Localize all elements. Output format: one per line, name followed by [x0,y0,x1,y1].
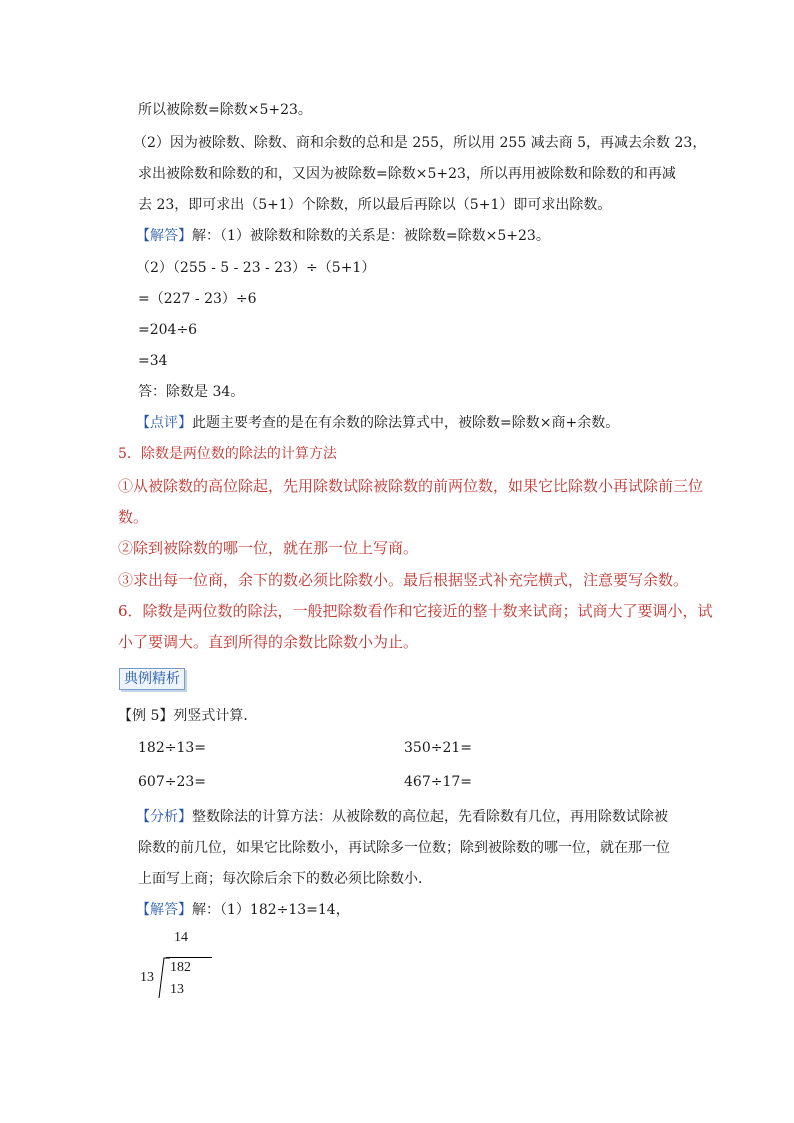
text-line: ①从被除数的高位除起，先用除数试除被除数的前两位数，如果它比除数小再试除前三位 [118,477,704,495]
text-line: =（227 - 23）÷6 [138,291,257,307]
solution-text: 解：（1）182÷13=14， [192,902,350,918]
text-line: （2）（255 - 5 - 23 - 23）÷（5+1） [136,260,376,276]
division-bracket-icon [140,954,170,1000]
text-line: 求出被除数和除数的和，又因为被除数=除数×5+23，所以再用被除数和除数的和再减 [138,166,676,182]
analysis-text: 整数除法的计算方法：从被除数的高位起，先看除数有几位，再用除数试除被 [192,809,668,825]
text-line: 所以被除数=除数×5+23。 [138,102,312,118]
solution-line [136,900,350,920]
dividend: 182 [170,960,191,975]
subtraction: 13 [170,982,184,997]
question: 350÷21= [404,740,472,756]
comment-text: 此题主要考查的是在有余数的除法算式中，被除数=除数×商+余数。 [192,415,620,431]
analysis-tag: 【分析】 [136,809,192,825]
text-line: 答：除数是 34。 [138,384,245,400]
solution-tag: 【解答】 [136,902,192,918]
long-division [140,930,220,1005]
answer-tag: 【解答】 [136,228,192,244]
question: 182÷13= [138,740,206,756]
text-line: 除数的前几位，如果它比除数小，再试除多一位数；除到被除数的哪一位，就在那一位 [138,840,670,856]
answer-line [136,226,550,246]
text-line: ②除到被除数的哪一位，就在那一位上写商。 [118,539,419,557]
comment-line [136,413,619,433]
text-line: 去 23，即可求出（5+1）个除数，所以最后再除以（5+1）即可求出除数。 [138,197,612,213]
question: 607÷23= [138,774,206,790]
text-line: =34 [138,353,168,369]
text-line: 6．除数是两位数的除法，一般把除数看作和它接近的整十数来试商；试商大了要调小，试 [118,602,713,620]
divisor: 13 [140,970,154,985]
example-title: 【例 5】列竖式计算． [118,708,258,724]
quotient: 14 [174,930,188,945]
division-bar [166,957,212,958]
text-line: ③求出每一位商，余下的数必须比除数小。最后根据竖式补充完横式，注意要写余数。 [118,571,689,589]
text-line: 数。 [118,508,149,526]
section-heading: 5．除数是两位数的除法的计算方法 [118,446,337,462]
section-badge: 典例精析 [119,668,185,690]
text-line: （2）因为被除数、除数、商和余数的总和是 255，所以用 255 减去商 5，再减去余数 23， [133,135,707,151]
analysis-line [136,807,668,827]
text-line: 上面写上商；每次除后余下的数必须比除数小． [138,871,432,887]
question: 467÷17= [404,774,472,790]
text-line: =204÷6 [138,322,198,338]
text-line: 小了要调大。直到所得的余数比除数小为止。 [118,633,419,651]
answer-text: 解：（1）被除数和除数的关系是：被除数=除数×5+23。 [192,228,550,244]
comment-tag: 【点评】 [136,415,192,431]
